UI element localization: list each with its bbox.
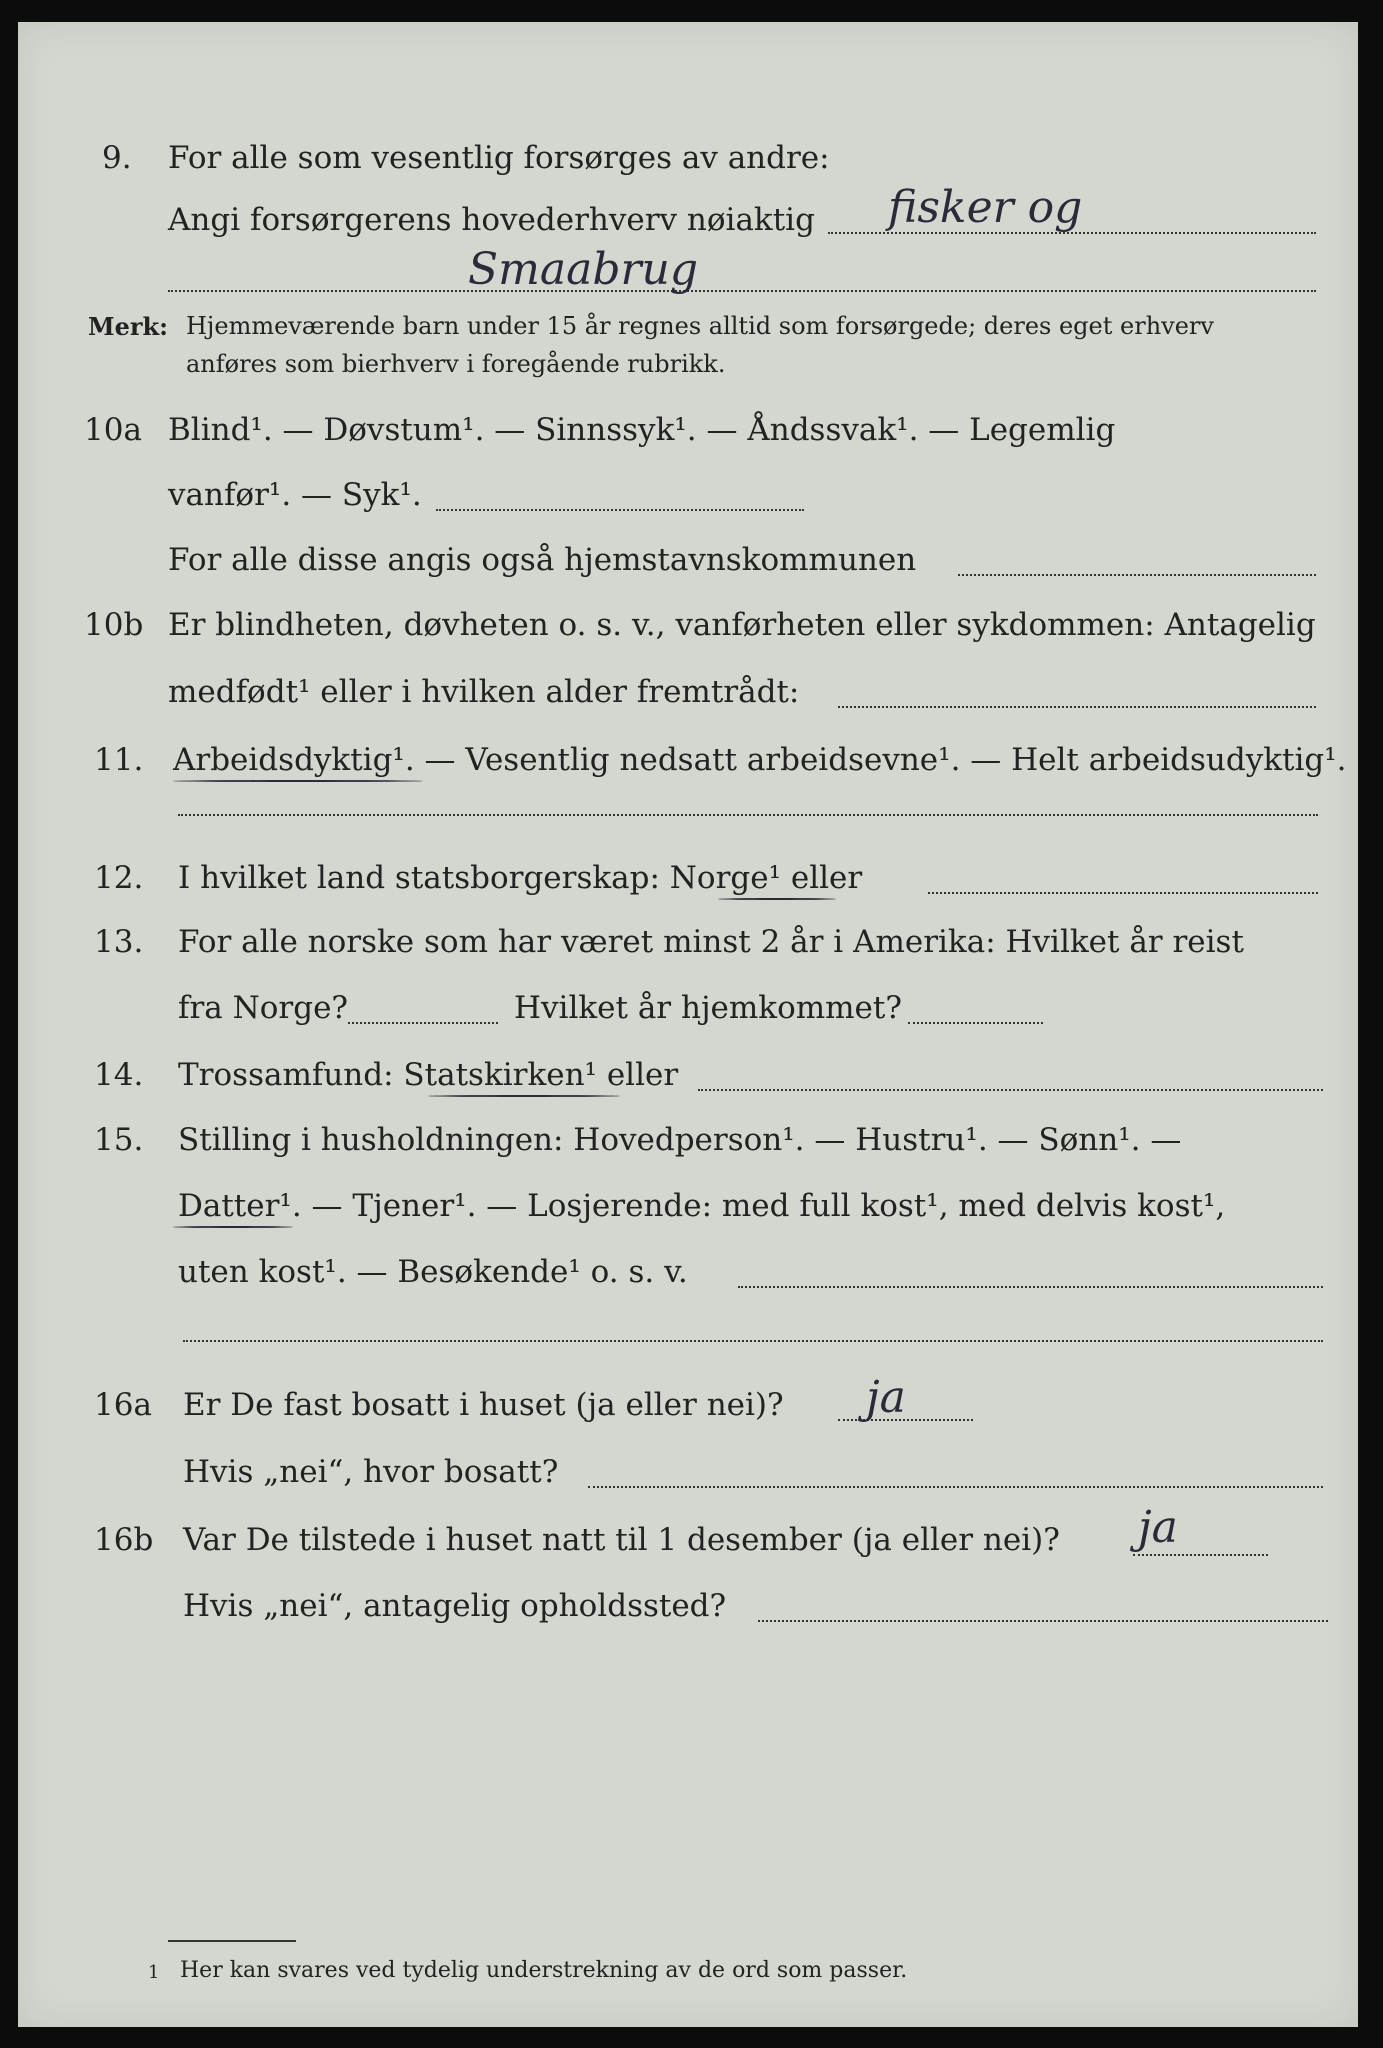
q9-line1: For alle som vesentlig forsørges av andre: <box>168 140 830 176</box>
q16a-line2: Hvis „nei“, hvor bosatt? <box>183 1454 559 1490</box>
q13-line2a: fra Norge? <box>178 990 349 1026</box>
q12-underline-norge <box>718 898 836 900</box>
q15-line2: Datter¹. — Tjener¹. — Losjerende: med full kost¹, med delvis kost¹, <box>178 1188 1226 1224</box>
q11-answer-line <box>178 814 1318 816</box>
footnote-rule <box>168 1940 296 1942</box>
merk-label: Merk: <box>88 312 168 341</box>
q9-handwritten-answer1: fisker og <box>888 182 1083 233</box>
q16b-answer-line <box>1133 1554 1268 1556</box>
q10a-kommune-line <box>958 574 1316 576</box>
q13-hjemkommet-line <box>908 1022 1043 1024</box>
q9-line2: Angi forsørgerens hovederhverv nøiaktig <box>168 202 815 238</box>
q16a-handwritten-answer: ja <box>866 1372 906 1423</box>
q13-line2b: Hvilket år hjemkommet? <box>514 990 902 1026</box>
q13-reist-line <box>348 1022 498 1024</box>
q16b-handwritten-answer: ja <box>1138 1502 1178 1553</box>
merk-line1: Hjemmeværende barn under 15 år regnes alltid som forsørgede; deres eget erhverv <box>186 312 1214 340</box>
q13-number: 13. <box>94 924 144 960</box>
q10a-syk-line <box>436 509 804 511</box>
q10b-line2: medfødt¹ eller i hvilken alder fremtrådt: <box>168 674 800 710</box>
footnote-mark: 1 <box>148 1962 160 1983</box>
q15-number: 15. <box>94 1122 144 1158</box>
q14-answer-line <box>698 1089 1323 1091</box>
q11-number: 11. <box>94 742 144 778</box>
q15-answer-line2 <box>183 1340 1323 1342</box>
q16b-number: 16b <box>94 1522 154 1558</box>
q9-handwritten-answer2: Smaabrug <box>468 244 699 295</box>
q10a-line2: vanfør¹. — Syk¹. <box>168 477 422 513</box>
q16a-number: 16a <box>94 1387 152 1423</box>
q16a-bosatt-line <box>588 1486 1323 1488</box>
q12-answer-line <box>928 892 1318 894</box>
q11-underline-arbeidsdyktig <box>173 780 423 782</box>
q10a-line1: Blind¹. — Døvstum¹. — Sinnssyk¹. — Åndssvak¹. — Legemlig <box>168 412 1116 448</box>
q10b-line1: Er blindheten, døvheten o. s. v., vanførheten eller sykdommen: Antagelig <box>168 607 1316 643</box>
q16b-line1: Var De tilstede i huset natt til 1 desember (ja eller nei)? <box>183 1522 1060 1558</box>
q15-line1: Stilling i husholdningen: Hovedperson¹. — Hustru¹. — Sønn¹. — <box>178 1122 1182 1158</box>
footnote-text: Her kan svares ved tydelig understrekning av de ord som passer. <box>180 1958 908 1983</box>
q16b-line2: Hvis „nei“, antagelig opholdssted? <box>183 1588 727 1624</box>
q9-answer-line2 <box>168 290 1316 292</box>
q10b-answer-line <box>838 706 1316 708</box>
q10a-number: 10a <box>84 412 142 448</box>
q13-line1: For alle norske som har været minst 2 år i Amerika: Hvilket år reist <box>178 924 1244 960</box>
q11-line1: Arbeidsdyktig¹. — Vesentlig nedsatt arbeidsevne¹. — Helt arbeidsudyktig¹. <box>173 742 1347 778</box>
q15-underline-datter <box>173 1226 293 1228</box>
q16a-line1: Er De fast bosatt i huset (ja eller nei)? <box>183 1387 784 1423</box>
q10b-number: 10b <box>84 607 144 643</box>
q16b-opholdssted-line <box>758 1620 1328 1622</box>
census-form-page <box>18 22 1358 2027</box>
q12-number: 12. <box>94 860 144 896</box>
q15-line3: uten kost¹. — Besøkende¹ o. s. v. <box>178 1254 688 1290</box>
q10a-line3: For alle disse angis også hjemstavnskommunen <box>168 542 917 578</box>
merk-line2: anføres som bierhverv i foregående rubrikk. <box>186 350 726 378</box>
q14-line1: Trossamfund: Statskirken¹ eller <box>178 1057 679 1093</box>
q12-line1: I hvilket land statsborgerskap: Norge¹ eller <box>178 860 863 896</box>
q15-answer-line1 <box>738 1286 1323 1288</box>
q14-underline-statskirken <box>428 1095 620 1097</box>
q14-number: 14. <box>94 1057 144 1093</box>
q9-number: 9. <box>102 140 132 176</box>
